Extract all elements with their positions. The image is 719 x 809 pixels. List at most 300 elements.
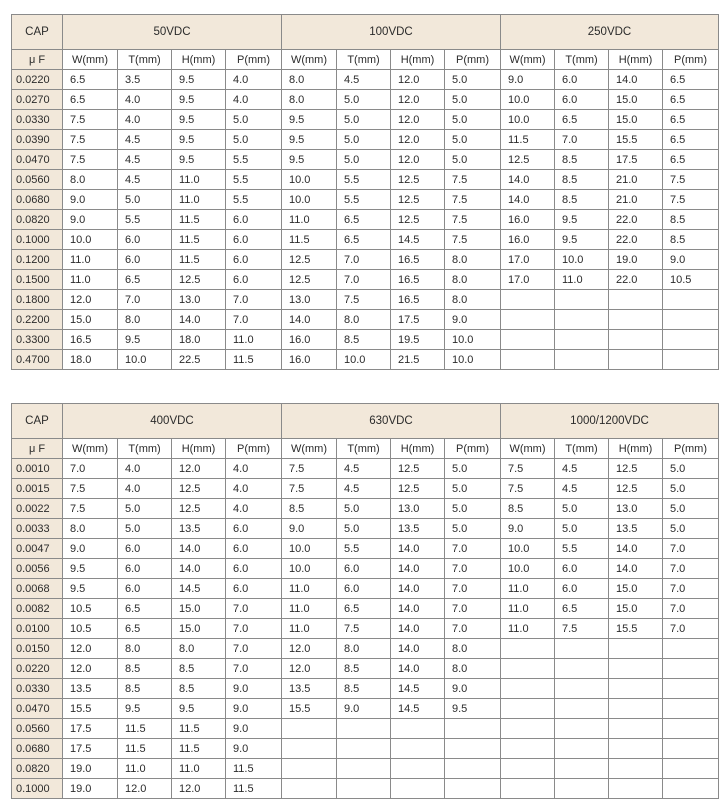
- h-value-cell: 9.5: [172, 699, 226, 719]
- p-value-cell: 6.5: [663, 150, 719, 170]
- p-value-cell: 11.5: [226, 779, 282, 799]
- t-value-cell: [555, 719, 609, 739]
- capacitance-cell: 0.0270: [12, 90, 63, 110]
- h-value-cell: 14.0: [391, 579, 445, 599]
- p-value-cell: 8.0: [445, 250, 501, 270]
- cap-header: CAP: [12, 15, 63, 50]
- p-value-cell: 7.0: [663, 619, 719, 639]
- t-value-cell: 6.0: [555, 90, 609, 110]
- h-value-cell: 16.5: [391, 250, 445, 270]
- h-value-cell: 9.5: [172, 130, 226, 150]
- p-value-cell: [663, 310, 719, 330]
- w-value-cell: 9.0: [63, 210, 118, 230]
- h-column-header: H(mm): [172, 439, 226, 459]
- h-value-cell: 13.0: [391, 499, 445, 519]
- t-value-cell: [555, 330, 609, 350]
- w-value-cell: 11.0: [282, 619, 337, 639]
- t-value-cell: 5.0: [337, 519, 391, 539]
- h-value-cell: 12.5: [391, 479, 445, 499]
- t-value-cell: 10.0: [118, 350, 172, 370]
- p-value-cell: 8.5: [663, 210, 719, 230]
- h-value-cell: 14.0: [391, 619, 445, 639]
- t-value-cell: 11.5: [118, 739, 172, 759]
- t-value-cell: 5.0: [337, 150, 391, 170]
- h-value-cell: 19.0: [609, 250, 663, 270]
- p-value-cell: 7.0: [226, 290, 282, 310]
- h-value-cell: 9.5: [172, 70, 226, 90]
- w-value-cell: 17.5: [63, 719, 118, 739]
- table-row: [12, 330, 719, 350]
- h-value-cell: 12.5: [391, 190, 445, 210]
- spec-table-2: [11, 403, 719, 799]
- t-value-cell: 6.5: [337, 230, 391, 250]
- h-value-cell: 14.0: [391, 659, 445, 679]
- h-value-cell: [391, 739, 445, 759]
- t-value-cell: 6.5: [555, 110, 609, 130]
- p-column-header: P(mm): [445, 439, 501, 459]
- t-value-cell: 4.5: [337, 459, 391, 479]
- p-value-cell: 5.0: [663, 479, 719, 499]
- p-value-cell: 11.5: [226, 759, 282, 779]
- t-value-cell: 8.5: [337, 330, 391, 350]
- h-value-cell: 14.0: [172, 539, 226, 559]
- t-value-cell: 4.5: [118, 130, 172, 150]
- h-value-cell: 17.5: [609, 150, 663, 170]
- p-value-cell: 10.0: [445, 350, 501, 370]
- p-value-cell: 6.5: [663, 90, 719, 110]
- w-value-cell: [501, 659, 555, 679]
- h-value-cell: [609, 719, 663, 739]
- p-value-cell: 7.0: [445, 539, 501, 559]
- w-column-header: W(mm): [63, 50, 118, 70]
- w-value-cell: 13.0: [282, 290, 337, 310]
- t-column-header: T(mm): [337, 439, 391, 459]
- w-value-cell: 11.0: [501, 579, 555, 599]
- p-column-header: P(mm): [663, 50, 719, 70]
- p-value-cell: 5.5: [226, 150, 282, 170]
- t-value-cell: 5.0: [118, 519, 172, 539]
- w-value-cell: 11.0: [282, 210, 337, 230]
- t-column-header: T(mm): [118, 439, 172, 459]
- t-value-cell: 4.0: [118, 110, 172, 130]
- w-value-cell: 7.5: [63, 499, 118, 519]
- w-value-cell: 12.5: [501, 150, 555, 170]
- t-value-cell: 10.0: [555, 250, 609, 270]
- p-column-header: P(mm): [226, 439, 282, 459]
- p-value-cell: 5.0: [445, 479, 501, 499]
- h-value-cell: 12.0: [172, 779, 226, 799]
- w-value-cell: 16.5: [63, 330, 118, 350]
- h-value-cell: 12.5: [609, 459, 663, 479]
- t-value-cell: 6.0: [118, 539, 172, 559]
- table-row: [12, 519, 719, 539]
- p-value-cell: 7.0: [226, 639, 282, 659]
- p-value-cell: 7.0: [663, 579, 719, 599]
- h-value-cell: 15.5: [609, 619, 663, 639]
- t-value-cell: 4.5: [118, 170, 172, 190]
- w-value-cell: 17.5: [63, 739, 118, 759]
- table-row: [12, 170, 719, 190]
- p-value-cell: 10.5: [663, 270, 719, 290]
- capacitance-cell: 0.0680: [12, 190, 63, 210]
- w-value-cell: 16.0: [501, 230, 555, 250]
- table-row: [12, 679, 719, 699]
- p-value-cell: 5.0: [445, 150, 501, 170]
- h-value-cell: 12.5: [172, 479, 226, 499]
- w-value-cell: 9.5: [282, 150, 337, 170]
- h-value-cell: 11.5: [172, 250, 226, 270]
- p-value-cell: [663, 350, 719, 370]
- w-value-cell: 15.5: [63, 699, 118, 719]
- w-value-cell: 13.5: [63, 679, 118, 699]
- w-value-cell: 10.0: [282, 170, 337, 190]
- p-value-cell: 4.0: [226, 479, 282, 499]
- p-value-cell: 8.0: [445, 639, 501, 659]
- t-value-cell: 8.0: [118, 639, 172, 659]
- h-column-header: H(mm): [391, 439, 445, 459]
- t-value-cell: 5.5: [337, 539, 391, 559]
- w-value-cell: [501, 639, 555, 659]
- w-value-cell: [501, 739, 555, 759]
- h-value-cell: [609, 779, 663, 799]
- h-value-cell: 13.0: [172, 290, 226, 310]
- t-value-cell: 11.0: [118, 759, 172, 779]
- p-value-cell: [663, 330, 719, 350]
- p-value-cell: 4.0: [226, 499, 282, 519]
- w-value-cell: 7.5: [282, 479, 337, 499]
- p-value-cell: 5.0: [663, 499, 719, 519]
- t-column-header: T(mm): [555, 50, 609, 70]
- capacitance-cell: 0.0068: [12, 579, 63, 599]
- capacitance-cell: 0.0150: [12, 639, 63, 659]
- t-value-cell: 9.0: [337, 699, 391, 719]
- capacitance-cell: 0.0330: [12, 679, 63, 699]
- voltage-group-header: 100VDC: [282, 15, 501, 50]
- w-value-cell: 10.5: [63, 599, 118, 619]
- p-column-header: P(mm): [226, 50, 282, 70]
- h-value-cell: 16.5: [391, 270, 445, 290]
- w-value-cell: 19.0: [63, 779, 118, 799]
- h-value-cell: 13.0: [609, 499, 663, 519]
- h-value-cell: 15.0: [609, 90, 663, 110]
- w-value-cell: 7.0: [63, 459, 118, 479]
- t-value-cell: 7.5: [337, 290, 391, 310]
- t-value-cell: 6.0: [337, 559, 391, 579]
- unit-header: μ F: [12, 50, 63, 70]
- h-value-cell: 22.0: [609, 230, 663, 250]
- table-row: [12, 579, 719, 599]
- t-value-cell: 6.0: [337, 579, 391, 599]
- w-value-cell: 10.0: [63, 230, 118, 250]
- voltage-group-header: 250VDC: [501, 15, 719, 50]
- t-value-cell: 5.5: [118, 210, 172, 230]
- table-row: [12, 659, 719, 679]
- h-value-cell: [609, 659, 663, 679]
- w-value-cell: 16.0: [501, 210, 555, 230]
- h-value-cell: 14.0: [609, 539, 663, 559]
- table-row: [12, 459, 719, 479]
- w-value-cell: [501, 719, 555, 739]
- table-row: [12, 270, 719, 290]
- capacitance-cell: 0.0015: [12, 479, 63, 499]
- t-value-cell: 4.0: [118, 479, 172, 499]
- h-value-cell: 14.0: [391, 539, 445, 559]
- h-value-cell: [609, 759, 663, 779]
- p-value-cell: 4.0: [226, 70, 282, 90]
- w-value-cell: 7.5: [63, 130, 118, 150]
- w-value-cell: 15.0: [63, 310, 118, 330]
- t-value-cell: 9.5: [118, 330, 172, 350]
- t-value-cell: 6.0: [555, 70, 609, 90]
- p-value-cell: 9.0: [445, 310, 501, 330]
- h-value-cell: 21.0: [609, 170, 663, 190]
- t-value-cell: 6.5: [118, 599, 172, 619]
- t-value-cell: 5.5: [337, 170, 391, 190]
- h-value-cell: 11.0: [172, 190, 226, 210]
- p-value-cell: 7.5: [663, 190, 719, 210]
- capacitance-cell: 0.0820: [12, 210, 63, 230]
- p-value-cell: 5.0: [663, 519, 719, 539]
- t-value-cell: 4.5: [118, 150, 172, 170]
- table-row: [12, 479, 719, 499]
- h-value-cell: 15.5: [609, 130, 663, 150]
- w-value-cell: [501, 290, 555, 310]
- table-row: [12, 779, 719, 799]
- h-value-cell: [391, 759, 445, 779]
- t-column-header: T(mm): [555, 439, 609, 459]
- p-value-cell: 5.0: [226, 130, 282, 150]
- t-value-cell: 8.5: [118, 659, 172, 679]
- voltage-group-header: 630VDC: [282, 404, 501, 439]
- t-value-cell: 6.5: [118, 270, 172, 290]
- h-value-cell: 12.5: [391, 210, 445, 230]
- w-value-cell: 11.5: [282, 230, 337, 250]
- t-value-cell: 5.0: [555, 499, 609, 519]
- p-value-cell: [663, 719, 719, 739]
- t-value-cell: 6.0: [118, 579, 172, 599]
- cap-header: CAP: [12, 404, 63, 439]
- p-value-cell: [663, 699, 719, 719]
- p-value-cell: 7.0: [445, 579, 501, 599]
- t-value-cell: 7.0: [337, 270, 391, 290]
- t-value-cell: 5.0: [337, 110, 391, 130]
- h-value-cell: 9.5: [172, 90, 226, 110]
- t-value-cell: 6.0: [118, 559, 172, 579]
- t-value-cell: 5.0: [118, 190, 172, 210]
- h-value-cell: 14.5: [391, 699, 445, 719]
- p-value-cell: 9.0: [226, 719, 282, 739]
- p-value-cell: 6.0: [226, 230, 282, 250]
- p-value-cell: [663, 639, 719, 659]
- w-value-cell: 11.0: [501, 599, 555, 619]
- h-value-cell: 14.0: [172, 559, 226, 579]
- w-value-cell: 14.0: [282, 310, 337, 330]
- t-value-cell: 10.0: [337, 350, 391, 370]
- p-value-cell: 11.0: [226, 330, 282, 350]
- t-value-cell: [555, 659, 609, 679]
- p-value-cell: 5.0: [445, 519, 501, 539]
- w-value-cell: [282, 719, 337, 739]
- t-value-cell: [555, 739, 609, 759]
- p-value-cell: 7.0: [663, 539, 719, 559]
- table-row: [12, 90, 719, 110]
- w-value-cell: 12.0: [282, 659, 337, 679]
- capacitance-cell: 0.1000: [12, 779, 63, 799]
- t-value-cell: 6.0: [118, 230, 172, 250]
- w-value-cell: 12.0: [63, 290, 118, 310]
- table-row: [12, 639, 719, 659]
- w-column-header: W(mm): [282, 439, 337, 459]
- h-value-cell: 13.5: [391, 519, 445, 539]
- p-value-cell: [445, 739, 501, 759]
- t-value-cell: 4.0: [118, 459, 172, 479]
- h-value-cell: 15.0: [609, 110, 663, 130]
- h-value-cell: 21.5: [391, 350, 445, 370]
- h-value-cell: 12.0: [391, 70, 445, 90]
- p-value-cell: 6.0: [226, 519, 282, 539]
- h-value-cell: 22.0: [609, 270, 663, 290]
- w-value-cell: 12.5: [282, 250, 337, 270]
- h-value-cell: 8.5: [172, 659, 226, 679]
- h-value-cell: 18.0: [172, 330, 226, 350]
- p-value-cell: 5.0: [663, 459, 719, 479]
- w-value-cell: 10.0: [282, 539, 337, 559]
- t-value-cell: 6.5: [118, 619, 172, 639]
- t-value-cell: [337, 719, 391, 739]
- column-header-row: [12, 439, 719, 459]
- p-value-cell: 7.0: [226, 619, 282, 639]
- h-value-cell: 14.5: [391, 679, 445, 699]
- table-row: [12, 559, 719, 579]
- w-value-cell: 12.0: [282, 639, 337, 659]
- w-value-cell: 11.0: [63, 250, 118, 270]
- unit-header: μ F: [12, 439, 63, 459]
- t-value-cell: 8.0: [337, 310, 391, 330]
- h-column-header: H(mm): [172, 50, 226, 70]
- w-value-cell: 12.0: [63, 639, 118, 659]
- t-value-cell: 4.5: [337, 70, 391, 90]
- t-value-cell: [337, 779, 391, 799]
- p-value-cell: 8.0: [445, 290, 501, 310]
- capacitance-cell: 0.0082: [12, 599, 63, 619]
- capacitance-cell: 0.0470: [12, 699, 63, 719]
- t-value-cell: 7.5: [337, 619, 391, 639]
- t-value-cell: 8.5: [555, 190, 609, 210]
- p-value-cell: 7.0: [445, 619, 501, 639]
- p-value-cell: 5.0: [445, 130, 501, 150]
- t-value-cell: [555, 639, 609, 659]
- w-value-cell: 8.0: [63, 519, 118, 539]
- w-value-cell: 10.0: [282, 190, 337, 210]
- w-value-cell: 10.0: [282, 559, 337, 579]
- table-row: [12, 759, 719, 779]
- t-value-cell: [555, 779, 609, 799]
- p-value-cell: 9.5: [445, 699, 501, 719]
- w-column-header: W(mm): [501, 439, 555, 459]
- capacitance-cell: 0.0100: [12, 619, 63, 639]
- p-value-cell: 7.5: [663, 170, 719, 190]
- t-value-cell: 5.5: [337, 190, 391, 210]
- t-value-cell: 5.0: [118, 499, 172, 519]
- p-value-cell: 7.0: [226, 659, 282, 679]
- p-value-cell: 7.5: [445, 190, 501, 210]
- table-row: [12, 619, 719, 639]
- w-value-cell: [501, 350, 555, 370]
- h-value-cell: 14.0: [609, 70, 663, 90]
- t-value-cell: 5.0: [337, 130, 391, 150]
- h-value-cell: 11.0: [172, 759, 226, 779]
- w-value-cell: 9.5: [63, 579, 118, 599]
- p-value-cell: 7.0: [663, 559, 719, 579]
- p-value-cell: 6.0: [226, 559, 282, 579]
- h-value-cell: 12.0: [391, 150, 445, 170]
- w-value-cell: 11.0: [282, 599, 337, 619]
- h-value-cell: 16.5: [391, 290, 445, 310]
- t-value-cell: [337, 739, 391, 759]
- w-value-cell: 14.0: [501, 170, 555, 190]
- h-value-cell: [391, 719, 445, 739]
- t-value-cell: 4.5: [337, 479, 391, 499]
- t-value-cell: 7.0: [337, 250, 391, 270]
- capacitance-cell: 0.0220: [12, 659, 63, 679]
- h-value-cell: 14.0: [609, 559, 663, 579]
- w-column-header: W(mm): [282, 50, 337, 70]
- w-value-cell: 7.5: [501, 479, 555, 499]
- p-value-cell: 5.0: [445, 110, 501, 130]
- p-value-cell: 7.5: [445, 230, 501, 250]
- p-value-cell: 7.0: [226, 599, 282, 619]
- capacitance-cell: 0.0820: [12, 759, 63, 779]
- t-column-header: T(mm): [337, 50, 391, 70]
- h-value-cell: 14.0: [172, 310, 226, 330]
- table-row: [12, 699, 719, 719]
- t-value-cell: 5.0: [555, 519, 609, 539]
- h-value-cell: 11.5: [172, 230, 226, 250]
- w-value-cell: 7.5: [63, 150, 118, 170]
- w-value-cell: [501, 679, 555, 699]
- w-value-cell: 9.5: [63, 559, 118, 579]
- w-value-cell: 16.0: [282, 350, 337, 370]
- h-value-cell: 14.0: [391, 559, 445, 579]
- w-value-cell: 17.0: [501, 270, 555, 290]
- p-value-cell: 6.0: [226, 270, 282, 290]
- w-value-cell: 11.0: [501, 619, 555, 639]
- w-value-cell: 10.5: [63, 619, 118, 639]
- w-value-cell: 12.5: [282, 270, 337, 290]
- t-value-cell: 6.0: [555, 559, 609, 579]
- h-value-cell: 12.0: [391, 130, 445, 150]
- capacitance-cell: 0.0022: [12, 499, 63, 519]
- h-value-cell: [609, 330, 663, 350]
- capacitance-cell: 0.1200: [12, 250, 63, 270]
- spec-table-1: [11, 14, 719, 370]
- t-value-cell: [555, 310, 609, 330]
- w-value-cell: [282, 759, 337, 779]
- w-value-cell: 8.5: [282, 499, 337, 519]
- p-value-cell: 9.0: [226, 679, 282, 699]
- w-value-cell: 7.5: [501, 459, 555, 479]
- table-row: [12, 250, 719, 270]
- capacitance-cell: 0.0560: [12, 719, 63, 739]
- t-value-cell: 9.5: [555, 230, 609, 250]
- h-value-cell: [609, 290, 663, 310]
- h-column-header: H(mm): [391, 50, 445, 70]
- t-value-cell: 9.5: [118, 699, 172, 719]
- t-value-cell: 7.5: [555, 619, 609, 639]
- h-value-cell: 12.5: [609, 479, 663, 499]
- table-row: [12, 499, 719, 519]
- table-row: [12, 150, 719, 170]
